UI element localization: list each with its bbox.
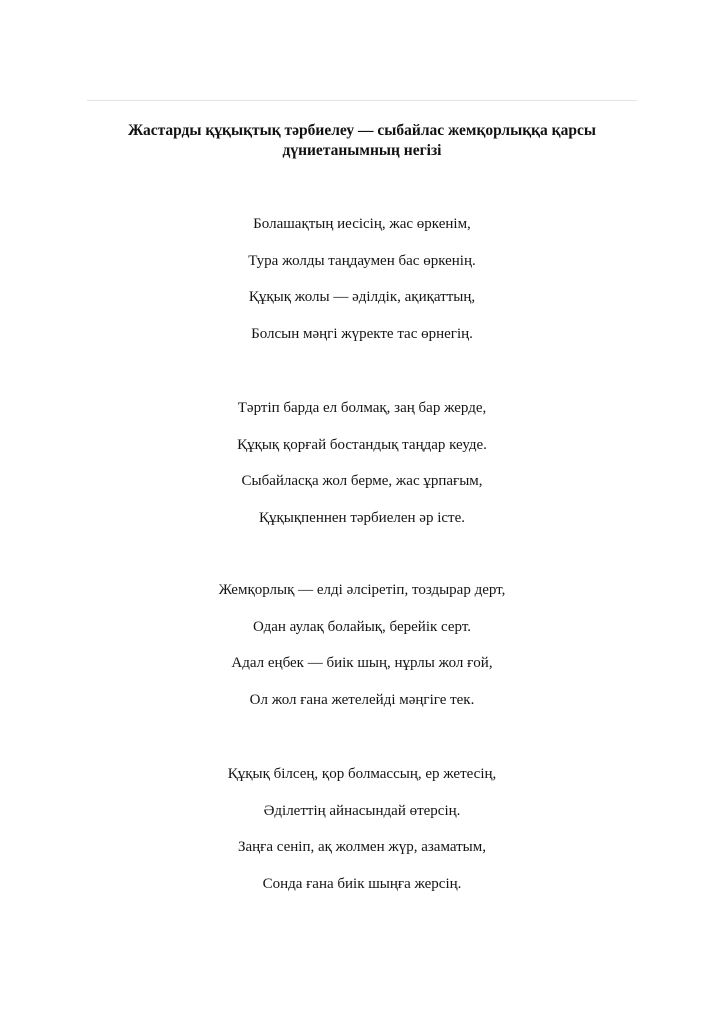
poem-stanza-2	[87, 399, 637, 545]
poem-line: Адал еңбек — биік шың, нұрлы жол ғой,	[231, 655, 493, 671]
poem-line: Ол жол ғана жетелейді мәңгіге тек.	[249, 691, 475, 708]
poem-line: Заңға сеніп, ақ жолмен жүр, азаматым,	[237, 839, 487, 855]
poem-line: Болсын мәңгі жүректе тас өрнегің.	[251, 325, 473, 342]
poem-line: Жемқорлық — елді әлсіретіп, тоздырар дерт,	[218, 582, 506, 598]
title-line-1: Жастарды құқықтық тәрбиелеу — сыбайлас жемқорлыққа қарсы	[128, 122, 596, 139]
poem-stanza-1	[87, 215, 637, 361]
poem-line: Сонда ғана биік шыңға жерсің.	[262, 875, 462, 892]
poem-stanza-4	[87, 765, 637, 911]
poem-line: Құқық білсең, қор болмассың, ер жетесің,	[227, 766, 497, 782]
poem-line: Тура жолды таңдаумен бас өркенің.	[248, 252, 476, 269]
poem-line: Құқық қорғай бостандық таңдар кеуде.	[237, 436, 487, 453]
poem-line: Әділеттің айнасындай өтерсің.	[263, 802, 461, 819]
poem-line: Одан аулақ болайық, берейік серт.	[252, 618, 472, 635]
poem-line: Сыбайласқа жол берме, жас ұрпағым,	[241, 473, 483, 489]
title-line-2: дүниетанымның негізі	[282, 142, 442, 159]
header-divider	[87, 100, 637, 101]
poem-line: Құқық жолы — әділдік, ақиқаттың,	[248, 289, 476, 305]
poem-line: Тәртіп барда ел болмақ, заң бар жерде,	[237, 400, 487, 416]
document-title	[87, 121, 637, 161]
poem-line: Болашақтың иесісің, жас өркенім,	[253, 216, 471, 232]
poem-stanza-3	[87, 581, 637, 727]
poem-line: Құқықпеннен тәрбиелен әр істе.	[259, 509, 465, 526]
